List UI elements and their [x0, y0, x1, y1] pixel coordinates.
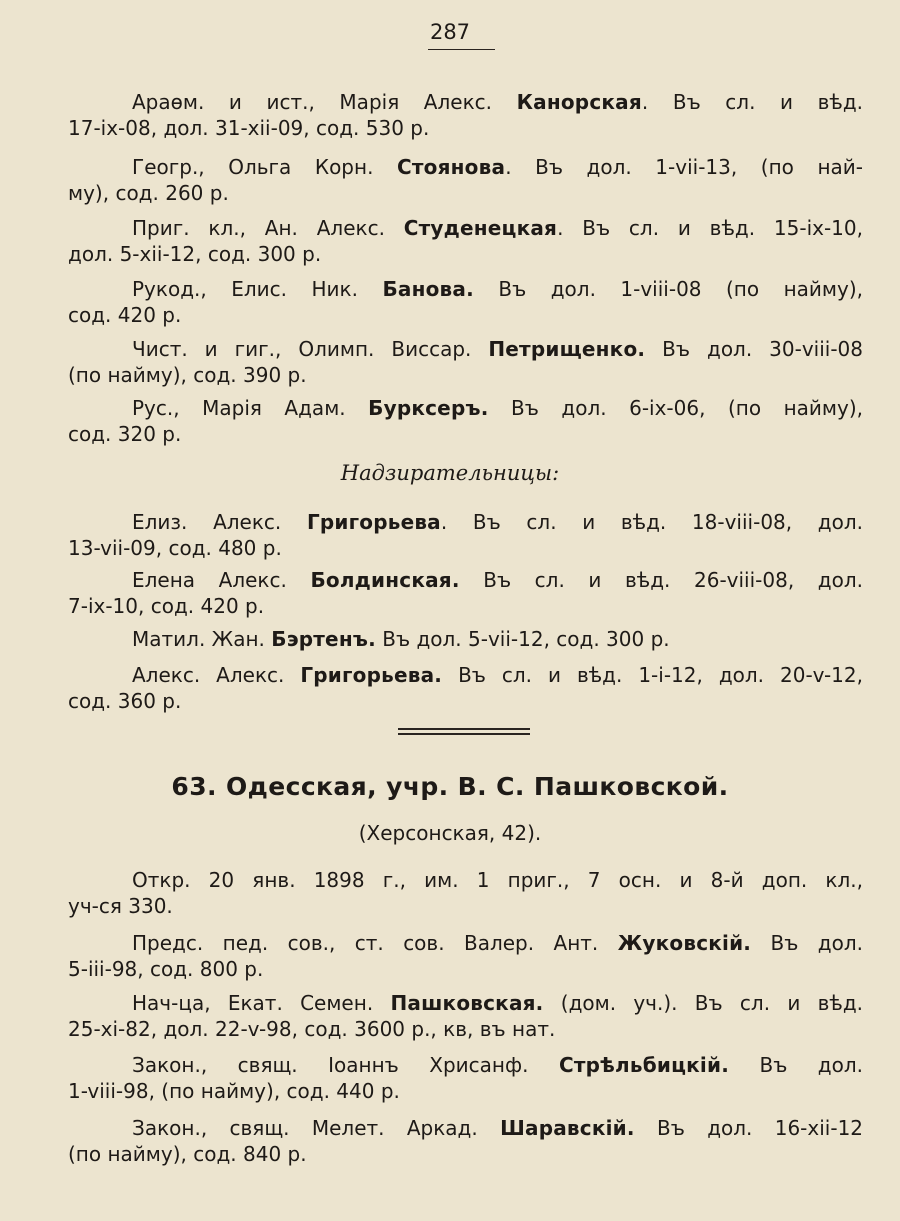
entry-line: Рукод., Елис. Ник. Банова. Въ дол. 1-viii-08 (по найму), [132, 277, 864, 301]
entry-line: Приг. кл., Ан. Алекс. Студенецкая. Въ сл. и вѣд. 15-ix-10, [132, 216, 863, 240]
entry-line: Предс. пед. сов., ст. сов. Валер. Ант. Жуковскій. Въ дол. [132, 931, 864, 955]
staff-surname: Петрищенко. [488, 337, 646, 361]
entry-line: дол. 5-xii-12, сод. 300 р. [68, 242, 322, 266]
entry-line: уч-ся 330. [68, 894, 173, 918]
entry-line: Елиз. Алекс. Григорьева. Въ сл. и вѣд. 18-viii-08, дол. [132, 510, 863, 534]
entry-line: Закон., свящ. Мелет. Аркад. Шаравскій. Въ дол. 16-xii-12 [132, 1116, 864, 1140]
entry-line: Откр. 20 янв. 1898 г., им. 1 приг., 7 осн. и 8-й доп. кл., [132, 868, 863, 892]
entry-line: сод. 360 р. [68, 689, 182, 713]
staff-surname: Бэртенъ. [271, 627, 376, 651]
entry-line: Геогр., Ольга Корн. Стоянова. Въ дол. 1-vii-13, (по най- [132, 155, 864, 179]
staff-surname: Стоянова [397, 155, 506, 179]
staff-surname: Буркcеръ. [368, 396, 489, 420]
entry-line: 25-xi-82, дол. 22-v-98, сод. 3600 р., кв, въ нат. [68, 1017, 556, 1041]
entry-line: Рус., Марія Адам. Буркcеръ. Въ дол. 6-ix-06, (по найму), [132, 396, 864, 420]
staff-surname: Студенецкая [403, 216, 558, 240]
staff-surname: Пашковская. [390, 991, 544, 1015]
entry-line: Араѳм. и ист., Марія Алекс. Канорская. Въ сл. и вѣд. [132, 90, 863, 114]
entry-line: сод. 420 р. [68, 303, 182, 327]
entry-line: Закон., свящ. Іоаннъ Хрисанф. Стрѣльбицкій. Въ дол. [132, 1053, 864, 1077]
section-title: 63. Одесская, учр. В. С. Пашковской. [171, 772, 729, 801]
page-number-rule [428, 49, 495, 50]
staff-surname: Болдинская. [310, 568, 460, 592]
staff-surname: Шаравскій. [500, 1116, 635, 1140]
staff-surname: Григорьева [306, 510, 441, 534]
section-address: (Херсонская, 42). [358, 821, 542, 845]
page-number: 287 [429, 20, 471, 44]
staff-surname: Григорьева. [300, 663, 443, 687]
section-subheading: Надзирательницы: [340, 461, 560, 485]
entry-line: Матил. Жан. Бэртенъ. Въ дол. 5-vii-12, сод. 300 р. [132, 627, 670, 651]
staff-surname: Банова. [382, 277, 474, 301]
entry-line: 5-iii-98, сод. 800 р. [68, 957, 264, 981]
entry-line: сод. 320 р. [68, 422, 182, 446]
entry-line: Елена Алекс. Болдинская. Въ сл. и вѣд. 26-viii-08, дол. [132, 568, 863, 592]
entry-line: Нач-ца, Екат. Семен. Пашковская. (дом. уч.). Въ сл. и вѣд. [132, 991, 864, 1015]
staff-surname: Жуковскій. [617, 931, 752, 955]
divider-line [398, 733, 530, 735]
staff-surname: Стрѣльбицкій. [558, 1053, 729, 1077]
divider-line [398, 728, 530, 730]
entry-line: Алекс. Алекс. Григорьева. Въ сл. и вѣд. 1-i-12, дол. 20-v-12, [132, 663, 863, 687]
entry-line: 17-ix-08, дол. 31-xii-09, сод. 530 р. [68, 116, 430, 140]
entry-line: 1-viii-98, (по найму), сод. 440 р. [68, 1079, 400, 1103]
entry-line: (по найму), сод. 840 р. [68, 1142, 307, 1166]
entry-line: 13-vii-09, сод. 480 р. [68, 536, 282, 560]
entry-line: (по найму), сод. 390 р. [68, 363, 307, 387]
entry-line: 7-ix-10, сод. 420 р. [68, 594, 265, 618]
staff-surname: Канорская [516, 90, 642, 114]
entry-line: Чист. и гиг., Олимп. Виссар. Петрищенко. Въ дол. 30-viii-08 [132, 337, 864, 361]
entry-line: му), сод. 260 р. [68, 181, 229, 205]
